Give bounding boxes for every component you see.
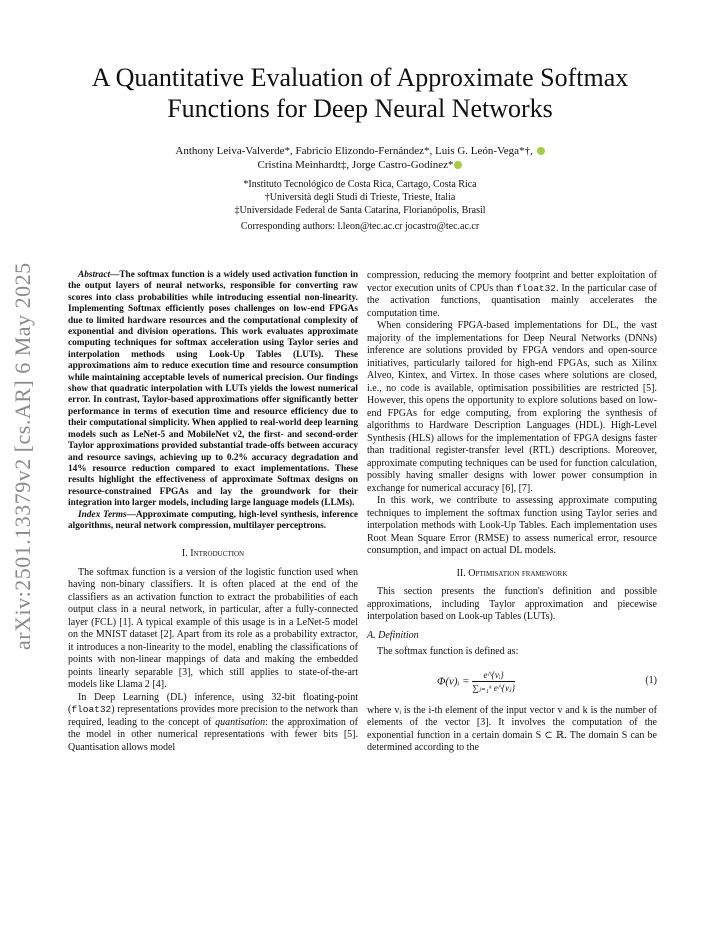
right-column: [367, 270, 657, 755]
title-line-2: Functions for Deep Neural Networks: [167, 94, 553, 123]
title-line-1: A Quantitative Evaluation of Approximate Softmax: [91, 63, 629, 92]
right-paragraph-3: In this work, we contribute to assessing approximate computing techniques to implement the softmax function using Taylor series and interpolation methods with Look-Up Tables. Each implementation uses Root Mean Square Error (RMSE) to assess numerical error, resource consumption, and impact on actual DL models.: [367, 495, 657, 556]
intro-paragraph-1: The softmax function is a version of the logistic function used when having non-binary classifiers. It is often placed at the end of the classifiers as an activation function to extract the probabilities of each output class in a neural network, in particular, after a fully-connected layer (FCL) [1]. A typical example of this usage is in a LeNet-5 model on the MNIST dataset [2]. Apart from its role as a probability extractor, it introduces a non-linearity to the model, enabling the classifications of points with non-linear mappings of data and making the embedded points linearly separable [3], which still applies to state-of-the-art models like Llama 2 [4].: [68, 566, 358, 691]
equation-denominator: ∑ⱼ₌₁ᵏ e^{vⱼ}: [472, 683, 516, 693]
intro-paragraph-2: In Deep Learning (DL) inference, using 32-bit floating-point (float32) representations provides more precision to the network than required, leading to the concept of quantisation: the approximation of the model in other numerical representations with fewer bits [5]. Quantisation allows model: [68, 691, 358, 753]
paper-title: [40, 62, 680, 124]
framework-paragraph: This section presents the function's definition and possible approximations, including Taylor approximation and piecewise interpolation based on Look-up Tables (LUTs).: [367, 586, 657, 622]
definition-intro: The softmax function is defined as:: [377, 646, 519, 657]
subsection-a-heading: A. Definition: [367, 629, 419, 641]
index-terms-label: Index Terms: [78, 509, 127, 520]
right-paragraph-2: When considering FPGA-based implementations for DL, the vast majority of the implementations for Deep Neural Networks (DNNs) inference are solutions provided by FPGA vendors and open-source initiatives, particularly tailored for high-end FPGAs, such as Xilinx Alveo, Kintex, and Virtex. In those cases where solutions are closed, i.e., no code is available, optimisation possibilities are restricted [5]. However, this opens the opportunity to explore solutions based on low-end FPGAs for edge computing, from exploring the synthesis of algorithms to Hardware Description Languages (HDL). High-Level Synthesis (HLS) allows for the implementation of FPGA designs faster than traditional register-transfer level (RTL) descriptions. Moreover, approximate computing techniques can be used for function calculation, possibly having smaller designs with lower power consumption in exchange for numerical accuracy [6], [7].: [367, 320, 657, 494]
right-paragraph-1: compression, reducing the memory footprint and better exploitation of vector execution units of CPUs than float32. In the particular case of the activation functions, quantisation mainly accelerates the computation time.: [367, 270, 657, 319]
section-2-heading: II. Optimisation framework: [456, 567, 568, 579]
corresponding-authors: Corresponding authors: l.leon@tec.ac.cr jocastro@tec.ac.cr: [240, 221, 480, 232]
arxiv-stamp: arXiv:2501.13379v2 [cs.AR] 6 May 2025: [10, 262, 35, 650]
softmax-equation: [367, 663, 657, 701]
equation-number: (1): [645, 674, 657, 686]
section-1-heading: I. Introduction: [181, 548, 245, 560]
author-list: [80, 144, 640, 172]
index-terms: [68, 510, 358, 533]
affiliations: [80, 178, 640, 233]
abstract-label: Abstract: [78, 270, 111, 280]
equation-numerator: e^{vᵢ}: [472, 669, 515, 683]
authors-line-2: Cristina Meinhardt‡, Jorge Castro-Godínez*: [257, 159, 454, 171]
affiliation-1: *Instituto Tecnológico de Costa Rica, Cartago, Costa Rica: [243, 179, 477, 190]
equation-lhs: Φ(v)ᵢ =: [437, 675, 473, 688]
authors-line-1: Anthony Leiva-Valverde*, Fabricio Elizondo-Fernández*, Luis G. León-Vega*†,: [175, 145, 536, 157]
equation-fraction: [472, 669, 515, 695]
left-column: [68, 270, 358, 754]
affiliation-3: ‡Universidade Federal de Santa Catarina, Florianópolis, Brasil: [234, 205, 486, 216]
orcid-icon[interactable]: [537, 147, 545, 155]
abstract: [68, 270, 358, 510]
abstract-text: —The softmax function is a widely used activation function in the output layers of neural networks, responsible for converting raw scores into class probabilities while introducing essential non-linearity. Implementing Softmax efficiently poses challenges on low-end FPGAs due to limited hardware resources and the computational complexity of exponential and division operations. This work evaluates approximate computing techniques for softmax acceleration using Taylor series and interpolation methods using Look-Up Tables (LUTs). These approximations aim to reduce execution time and resource consumption while maintaining acceptable levels of numerical precision. Our findings show that quadratic interpolation with LUTs yields the lowest numerical error. In contrast, Taylor-based approximations offer significantly better performance in terms of execution time and resource efficiency due to their computational simplicity. When applied to real-world deep learning models such as LeNet-5 and MobileNet v2, the first- and second-order Taylor approximations provided substantial trade-offs between accuracy and resource savings, achieving up to 0.2% accuracy degradation and 14% resource reduction compared to exact implementations. These results highlight the effectiveness of approximate Softmax designs on resource-constrained FPGAs and lay the groundwork for their integration into larger models, including large language models (LLMs).: [68, 270, 358, 509]
orcid-icon[interactable]: [454, 161, 462, 169]
definition-paragraph: where vᵢ is the i-th element of the input vector v and k is the number of elements of the vector [3]. It involves the computation of the exponential function in a certain domain S ⊂ ℝ. The domain S can be determined according to the: [367, 704, 657, 753]
affiliation-2: †Università degli Studi di Trieste, Trieste, Italia: [264, 192, 456, 203]
index-terms-text: —Approximate computing, high-level synthesis, inference algorithms, neural network compression, multilayer perceptrons.: [68, 509, 358, 531]
